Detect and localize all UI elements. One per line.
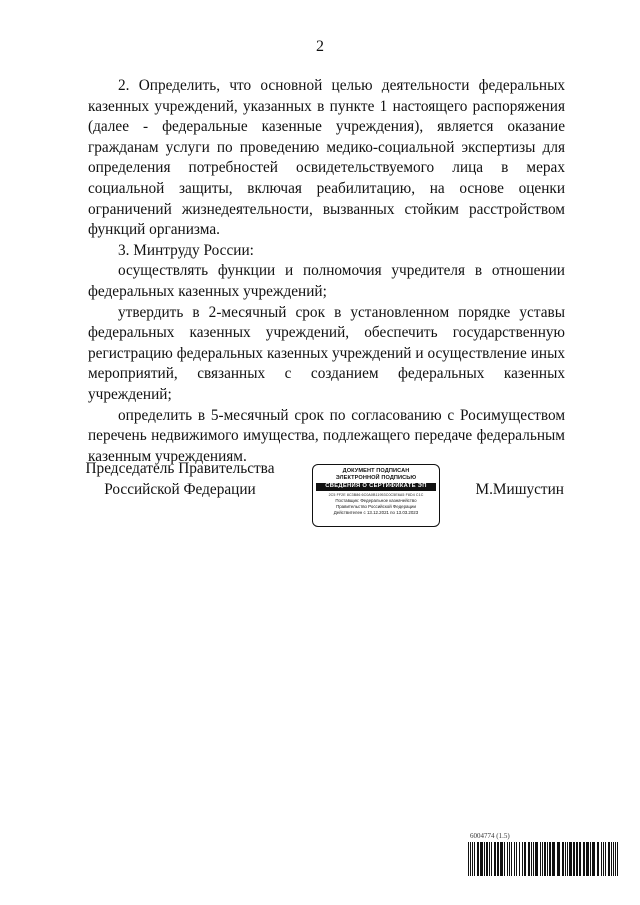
stamp-serial: 2C5 FF2E 8C3B86 6C0A0B11953C0C5E6A5 F8D4 C1C <box>328 492 424 497</box>
stamp-banner: СВЕДЕНИЯ О СЕРТИФИКАТЕ ЭП <box>316 483 436 491</box>
paragraph-3: 3. Минтруду России: <box>118 241 254 259</box>
signatory-title-line-2: Российской Федерации <box>104 480 256 498</box>
stamp-owner: Правительство Российской Федерации <box>336 503 416 509</box>
signatory-title <box>80 459 280 500</box>
barcode-area <box>468 832 618 876</box>
barcode-icon <box>468 842 618 876</box>
paragraph-3-item-2: утвердить в 2-месячный срок в установленном порядке уставы федеральных казенных учреждений, обеспечить государственную регистрацию федеральных казенных учреждений и осуществление иных мероприятий, связанных с созданием федеральных казенных учреждений; <box>88 303 565 403</box>
document-body <box>88 76 565 467</box>
signatory-title-line-1: Председатель Правительства <box>85 460 275 477</box>
signatory-name: М.Мишустин <box>475 481 564 498</box>
page-number: 2 <box>316 38 324 55</box>
stamp-supplier: Поставщик: Федеральное казначейство <box>335 497 417 503</box>
document-code: 6004774 (1.5) <box>470 832 510 840</box>
paragraph-3-item-3: определить в 5-месячный срок по согласованию с Росимуществом перечень недвижимого имущества, подлежащего передаче федеральным казенным учреждениям. <box>88 406 565 465</box>
paragraph-3-item-1: осуществлять функции и полномочия учредителя в отношении федеральных казенных учреждений; <box>88 262 565 300</box>
stamp-line-1: ДОКУМЕНТ ПОДПИСАН <box>342 468 410 474</box>
electronic-signature-stamp <box>312 464 440 527</box>
stamp-line-2: ЭЛЕКТРОННОЙ ПОДПИСЬЮ <box>335 475 417 481</box>
paragraph-2: 2. Определить, что основной целью деятельности федеральных казенных учреждений, указанных в пункте 1 настоящего распоряжения (далее - федеральные казенные учреждения), является оказание гражданам услуги по проведению медико-социальной экспертизы для определения потребностей освидетельствуемого лица в мерах социальной защиты, включая реабилитацию, на основе оценки ограничений жизнедеятельности, вызванных стойким расстройством функций организма. <box>88 77 565 239</box>
stamp-validity: Действителен с 13.12.2021 по 13.03.2023 <box>333 509 419 515</box>
